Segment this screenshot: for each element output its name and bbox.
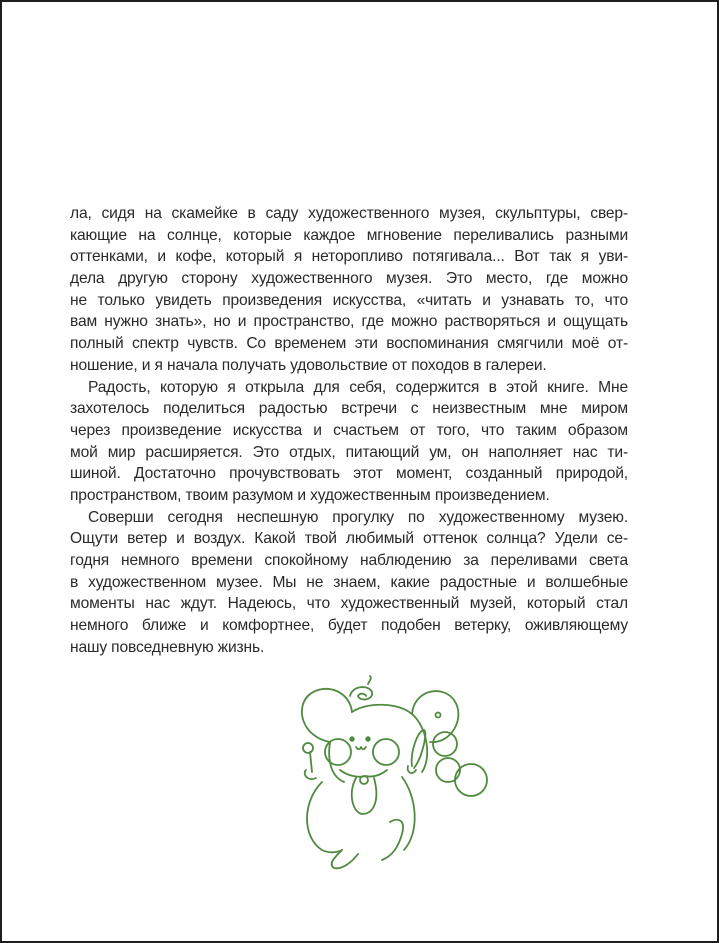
mouse-illustration-icon <box>282 672 502 882</box>
text-line: захотелось поделиться радостью встречи с неизвестным мне миром <box>70 400 628 418</box>
text-line: нашу повседневную жизнь. <box>70 638 265 656</box>
text-line: дела другую сторону художественного музея. Это место, где можно <box>70 270 628 288</box>
text-line: кающие на солнце, которые каждое мгновение переливались разными <box>70 226 628 244</box>
text-line: оттенками, и кофе, который я неторопливо потягивала... Вот так я уви- <box>70 248 628 266</box>
text-line: годня немного времени спокойному наблюдению за переливами света <box>70 552 628 569</box>
text-line: немного ближе и комфортнее, будет подобен ветерку, оживляющему <box>70 617 628 635</box>
text-line: Соверши сегодня неспешную прогулку по художественному музею. <box>88 508 628 526</box>
text-line: вам нужно знать», но и пространство, где можно растворяться и ощущать <box>70 313 628 331</box>
text-line: пространством, твоим разумом и художественным произведением. <box>70 486 550 504</box>
text-line: ношение, и я начала получать удовольствие от походов в галереи. <box>70 356 547 374</box>
body-text <box>70 203 628 658</box>
text-line: Ощути ветер и воздух. Какой твой любимый оттенок солнца? Удели се- <box>70 530 628 548</box>
text-line: ла, сидя на скамейке в саду художественного музея, скульптуры, свер- <box>70 205 628 222</box>
text-line: шиной. Достаточно прочувствовать этот момент, созданный природой, <box>70 465 628 483</box>
text-line: мой мир расширяется. Это отдых, питающий ум, он наполняет нас ти- <box>70 443 628 461</box>
text-line: не только увидеть произведения искусства, «читать и узнавать то, что <box>70 291 628 309</box>
text-line: Радость, которую я открыла для себя, содержится в этой книге. Мне <box>88 378 628 396</box>
text-line: через произведение искусства и счастьем от того, что таким образом <box>70 421 628 439</box>
text-line: полный спектр чувств. Со временем эти воспоминания смягчили моё от- <box>70 335 628 353</box>
text-line: моменты нас ждут. Надеюсь, что художественный музей, который стал <box>70 595 628 613</box>
text-line: в художественном музее. Мы не знаем, какие радостные и волшебные <box>70 573 628 591</box>
